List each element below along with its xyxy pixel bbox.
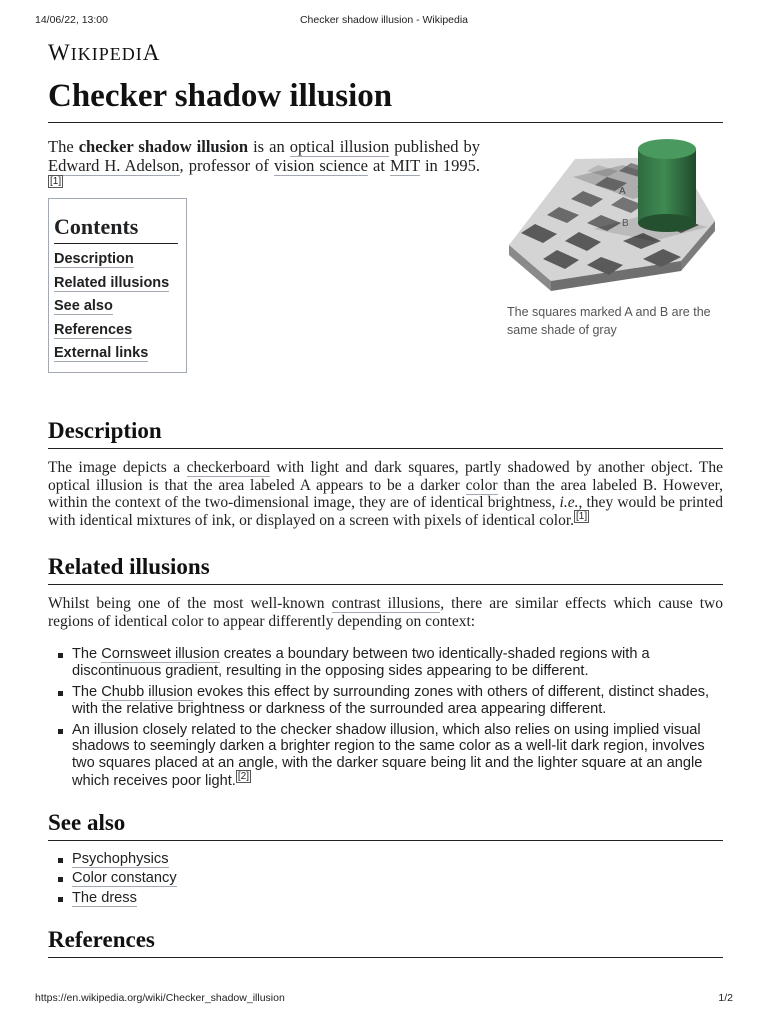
toc-item-label: Related illusions <box>54 274 170 291</box>
intro-text-1: The <box>48 137 79 156</box>
item-text: evokes this effect by surrounding zones with others of different, distinct shades, with the relative brightness or darkness of the surrounded area appearing different. <box>72 683 710 717</box>
intro-bold-term: checker shadow illusion <box>78 137 249 156</box>
item-text: An illusion closely related to the checker shadow illusion, which also relies on using implied visual shadows to seemingly darken a brighter region to the same color as a well-lit dark region, involves two squares placed at an angle, with the darker square being lit and the lighter square at an angle which receives poor light. <box>72 721 705 789</box>
citation-1b[interactable]: [1] <box>576 511 588 523</box>
section-references <box>48 925 723 958</box>
desc-text-1: The image depicts a <box>48 459 187 476</box>
link-the-dress[interactable]: The dress <box>72 890 137 907</box>
section-description <box>48 416 723 530</box>
desc-text-4: , they would be printed with identical mixtures of ink, or displayed on a screen with pixels of identical color. <box>48 494 723 530</box>
toc-item-label: References <box>54 321 133 338</box>
toc-item-external-links[interactable] <box>54 342 186 366</box>
link-cornsweet-illusion[interactable]: Cornsweet illusion <box>101 646 220 663</box>
figure-caption: The squares marked A and B are the same shade of gray <box>507 305 711 337</box>
label-a: A <box>619 186 626 197</box>
list-item <box>72 684 723 718</box>
table-of-contents <box>48 198 187 373</box>
toc-title: Contents <box>54 213 178 244</box>
page-title: Checker shadow illusion <box>48 73 723 123</box>
heading-related-illusions: Related illusions <box>48 552 723 585</box>
wordmark-text: WIKIPEDIA <box>48 40 161 65</box>
section-see-also <box>48 808 723 907</box>
intro-text-5: at <box>367 156 390 175</box>
section-related-illusions <box>48 552 723 790</box>
toc-item-label: Description <box>54 251 134 267</box>
desc-ie: i.e. <box>559 494 579 512</box>
list-item <box>72 851 723 868</box>
print-datetime: 14/06/22, 13:00 <box>35 14 108 26</box>
intro-text-2: is an <box>248 137 290 156</box>
intro-section <box>48 137 723 402</box>
link-vision-science[interactable]: vision science <box>273 156 368 175</box>
intro-text-6: in 1995. <box>419 156 480 175</box>
heading-references: References <box>48 925 723 958</box>
item-text: The <box>72 683 102 700</box>
toc-item-related-illusions[interactable] <box>54 272 186 296</box>
citation-1[interactable]: [1] <box>50 175 62 187</box>
toc-item-references[interactable] <box>54 319 186 343</box>
intro-text-4: , professor of <box>179 156 274 175</box>
item-text: creates a boundary between two identically-shaded regions with a discontinuous gradient, resulting in the opposing sides appearing to be different. <box>72 646 650 680</box>
green-cylinder <box>638 139 696 232</box>
related-list <box>48 646 723 789</box>
toc-item-description[interactable] <box>54 248 186 272</box>
link-color[interactable]: color <box>465 476 498 494</box>
print-footer <box>35 992 733 1008</box>
desc-text-3: than the area labeled B. However, within the context of the two-dimensional image, they are of identical brightness, <box>48 476 723 512</box>
checkerboard-image[interactable] <box>503 137 723 297</box>
heading-description: Description <box>48 416 723 449</box>
link-edward-adelson[interactable]: Edward H. Adelson <box>48 156 180 175</box>
print-header <box>35 14 733 30</box>
toc-item-see-also[interactable] <box>54 295 186 319</box>
citation-2[interactable]: [2] <box>237 770 249 782</box>
description-paragraph <box>48 459 723 530</box>
print-url: https://en.wikipedia.org/wiki/Checker_shadow_illusion <box>35 992 285 1004</box>
print-page-number: 1/2 <box>718 992 733 1004</box>
print-page-title: Checker shadow illusion - Wikipedia <box>299 14 469 26</box>
link-psychophysics[interactable]: Psychophysics <box>72 850 169 867</box>
link-optical-illusion[interactable]: optical illusion <box>289 137 390 156</box>
related-text-2: , there are similar effects which cause two regions of identical color to appear differently depending on context: <box>48 594 723 630</box>
toc-item-label: See also <box>54 298 113 315</box>
list-item <box>72 870 723 887</box>
see-also-list <box>48 851 723 907</box>
link-checkerboard[interactable]: checkerboard <box>186 459 271 476</box>
related-paragraph <box>48 595 723 630</box>
article <box>48 38 723 958</box>
label-b: B <box>622 218 629 229</box>
related-text-1: Whilst being one of the most well-known <box>48 594 332 612</box>
link-chubb-illusion[interactable]: Chubb illusion <box>101 683 193 700</box>
intro-paragraph <box>48 137 480 194</box>
item-text: The <box>72 646 102 663</box>
desc-text-2: with light and dark squares, partly shadowed by another object. The optical illusion is that the area labeled A appears to be a darker <box>48 459 723 494</box>
checker-illusion-figure <box>503 137 723 339</box>
list-item <box>72 722 723 790</box>
heading-see-also: See also <box>48 808 723 841</box>
intro-text-3: published by <box>389 137 480 156</box>
list-item <box>72 890 723 907</box>
list-item <box>72 646 723 680</box>
link-contrast-illusions[interactable]: contrast illusions <box>331 594 441 612</box>
toc-list <box>54 248 186 366</box>
wikipedia-wordmark[interactable] <box>48 38 723 69</box>
toc-item-label: External links <box>54 345 149 362</box>
link-mit[interactable]: MIT <box>389 156 420 175</box>
link-color-constancy[interactable]: Color constancy <box>72 870 177 887</box>
